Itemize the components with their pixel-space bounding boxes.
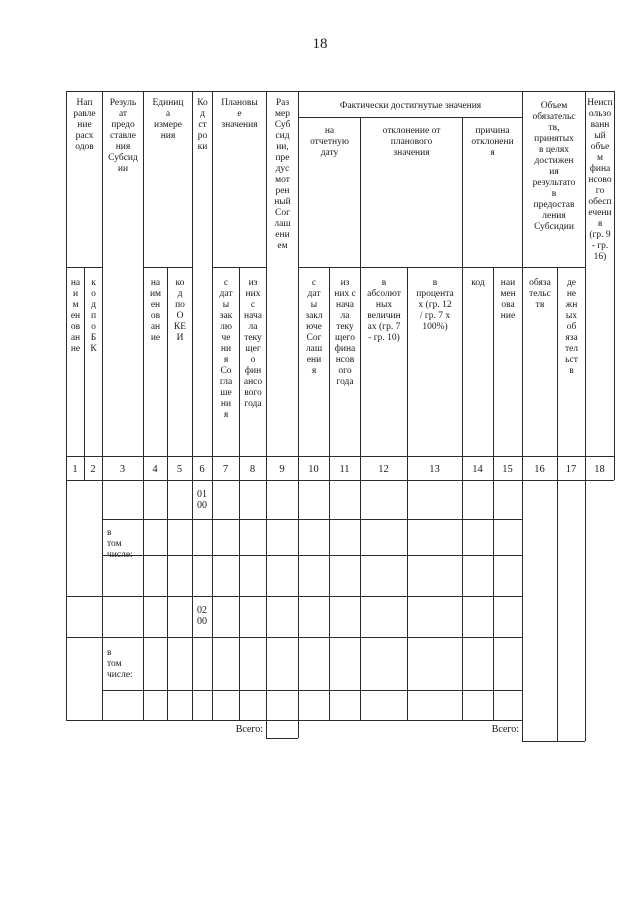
header-actual: Фактически достигнутые значения	[339, 101, 482, 111]
header-obligations: Объем обязательс тв, принятых в целях достижен ия результато в предостав ления Субсидии	[532, 101, 576, 232]
column-number: 7	[222, 464, 229, 475]
line-code-0100: 01 00	[197, 489, 207, 511]
total-box-bottom-1	[266, 738, 298, 739]
column-number: 12	[378, 464, 389, 475]
column-number: 6	[199, 464, 205, 475]
column-number: 8	[249, 464, 256, 475]
header-unused-amount: Неисп ользо ванн ый объе м фина нсово го обесп ечени я (гр. 9 - гр. 16)	[587, 98, 613, 262]
header-deviation-absolute: в абсолют ных величин ах (гр. 7 - гр. 10)	[367, 278, 401, 343]
header-direction-name: на и м ен ов ан не	[70, 278, 81, 354]
total-label-left: Всего:	[235, 724, 263, 735]
header-actual-from-agreement: с дат ы закл юче Сог лаш ени я	[305, 278, 323, 376]
column-number: 11	[339, 464, 350, 475]
subheader-line-10-15-b	[298, 267, 522, 268]
subheader-line-16-17	[522, 267, 585, 268]
vline-right	[614, 91, 615, 480]
vline-9-10	[298, 91, 299, 738]
header-line-code: Ко д ст ро ки	[197, 98, 208, 152]
vline-11-12	[360, 117, 361, 720]
numbers-bottom-line	[66, 480, 614, 481]
column-number: 3	[119, 464, 126, 475]
column-number: 1	[72, 464, 78, 475]
vline-left	[66, 91, 67, 720]
table-top-border	[66, 91, 614, 92]
vline-3-4	[143, 91, 144, 720]
header-subsidy-amount: Раз мер Суб сид ии, пре дус мот рен ный Сог лаш ени ем	[274, 98, 291, 251]
column-number: 15	[502, 464, 513, 475]
header-monetary-obligations: де не жн ых об яза тел ьст в	[564, 278, 579, 376]
header-unit-name: на им ен ов ан ие	[149, 278, 162, 343]
header-reason-code: код	[471, 278, 485, 288]
header-direction: Нап равле ние расх одов	[73, 98, 96, 152]
header-deviation: отклонение от планового значения	[382, 126, 441, 158]
row-line-a	[102, 519, 522, 520]
vline-14-15	[493, 267, 494, 720]
column-number: 4	[152, 464, 158, 475]
column-number: 10	[308, 464, 319, 475]
subheader-line-10-15	[298, 117, 522, 118]
column-number: 16	[534, 464, 545, 475]
in-total-label: в том числе:	[107, 528, 133, 560]
header-obligations-total: обяза тельс тв	[529, 278, 551, 310]
column-number: 17	[565, 464, 577, 475]
page-number: 18	[312, 36, 328, 52]
vline-12-13	[407, 267, 408, 720]
header-deviation-percent: в процента х (гр. 12 / гр. 7 х 100%)	[416, 278, 454, 332]
line-code-0200: 02 00	[197, 605, 207, 627]
header-result: Резуль ат предо ставле ния Субсид ии	[108, 98, 138, 174]
total-box-bottom-2	[522, 741, 585, 742]
total-label-right: Всего:	[491, 724, 519, 735]
header-unit: Единиц а измере ния	[152, 98, 184, 141]
column-number: 2	[90, 464, 96, 475]
header-bk-code: к о д п о Б К	[90, 278, 97, 354]
vline-13-14	[462, 117, 463, 720]
header-deviation-reason: причина отклонени я	[471, 126, 514, 158]
column-number: 14	[472, 464, 483, 475]
row-line-d	[66, 637, 522, 638]
in-total-label: в том числе:	[107, 648, 133, 680]
column-number: 9	[279, 464, 285, 475]
column-number: 13	[429, 464, 440, 475]
column-number: 5	[176, 464, 183, 475]
column-number: 18	[594, 464, 605, 475]
header-planned: Плановы е значения	[221, 98, 258, 130]
row-line-e	[102, 690, 522, 691]
row-line-f	[66, 720, 522, 721]
row-line-b	[102, 555, 522, 556]
header-actual-from-year-start: из них с нача ла теку щего фина нсов ого года	[334, 278, 356, 387]
row-line-c	[66, 596, 522, 597]
header-planned-from-year-start: из них с нача ла теку щег о фин ансо вого года	[243, 278, 263, 409]
vline-2-3	[102, 91, 103, 720]
header-bottom-line	[66, 456, 614, 457]
header-reason-name: наи мен ова ние	[500, 278, 516, 321]
header-okei-code: ко д по О КЕ И	[173, 278, 187, 343]
header-actual-reporting-date: на отчетную дату	[310, 126, 349, 158]
header-planned-from-agreement: с дат ы зак лю че ни я Со гла ше ни я	[219, 278, 233, 420]
